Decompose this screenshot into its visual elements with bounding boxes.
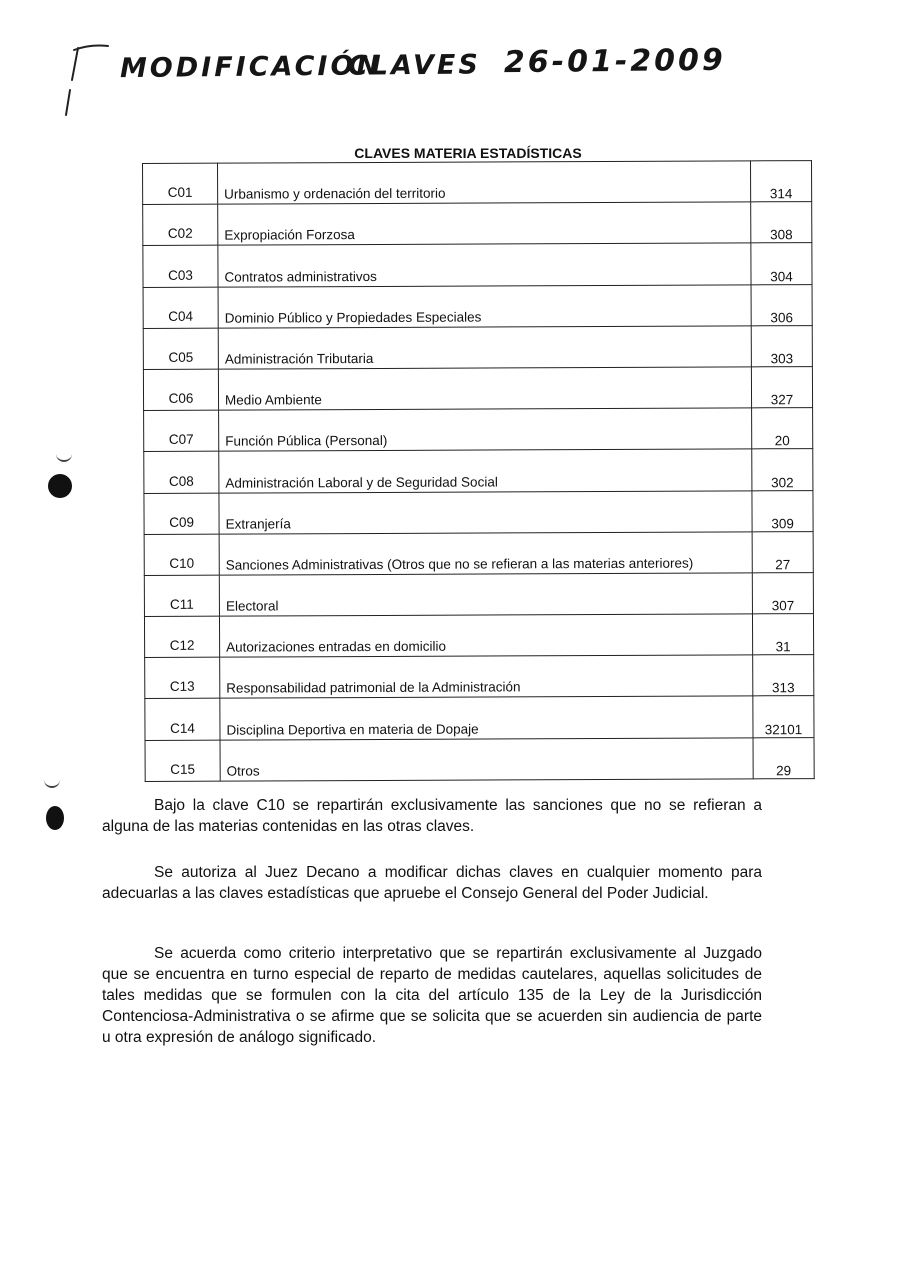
row-code: C14 xyxy=(145,699,220,741)
row-number: 327 xyxy=(751,367,812,408)
row-materia: Contratos administrativos xyxy=(218,243,751,287)
punch-hole-arc xyxy=(44,778,60,788)
row-number: 313 xyxy=(753,655,814,696)
punch-hole xyxy=(46,806,64,830)
row-code: C02 xyxy=(143,204,218,246)
row-code: C08 xyxy=(144,451,219,493)
handwritten-mark-icon xyxy=(60,40,110,120)
table-row xyxy=(143,161,812,205)
table-row xyxy=(143,243,812,287)
paragraph-criterio: Se acuerda como criterio interpretativo que se repartirán exclusivamente al Juzgado que se encuentra en turno especial de reparto de medidas cautelares, aquellas solicitudes de tales medidas que se formulen con la cita del artículo 135 de la Ley de la Jurisdicción Contenciosa-Administrativa o se afirme que se solicita que se acuerden sin audiencia de parte u otra expresión de análogo significado. xyxy=(102,945,762,1046)
row-code: C10 xyxy=(144,534,219,576)
table-row xyxy=(145,737,814,781)
table-row xyxy=(144,531,813,575)
table-row xyxy=(144,614,813,658)
row-code: C01 xyxy=(143,163,218,205)
table-row xyxy=(144,449,813,493)
table-row xyxy=(143,284,812,328)
paragraph-juez-decano: Se autoriza al Juez Decano a modificar dichas claves en cualquier momento para adecuarlas a las claves estadísticas que apruebe el Consejo General del Poder Judicial. xyxy=(102,864,762,902)
handwritten-date: 26-01-2009 xyxy=(503,42,727,81)
row-number: 27 xyxy=(752,531,813,572)
table-row xyxy=(144,408,813,452)
row-code: C06 xyxy=(143,369,218,411)
row-number: 309 xyxy=(752,490,813,531)
paragraph-c10: Bajo la clave C10 se repartirán exclusivamente las sanciones que no se refieran a alguna de las materias contenidas en las otras claves. xyxy=(102,797,762,835)
table-row xyxy=(145,655,814,699)
handwritten-claves: CLAVES xyxy=(347,49,481,82)
row-code: C04 xyxy=(143,287,218,329)
row-code: C09 xyxy=(144,493,219,535)
row-materia: Responsabilidad patrimonial de la Administración xyxy=(220,655,753,699)
row-code: C03 xyxy=(143,246,218,288)
punch-hole-arc xyxy=(56,452,72,462)
table-title: CLAVES MATERIA ESTADÍSTICAS xyxy=(354,145,582,161)
row-materia: Otros xyxy=(220,737,753,781)
table-row xyxy=(145,696,814,740)
row-materia: Expropiación Forzosa xyxy=(218,202,751,246)
table-row xyxy=(144,490,813,534)
handwritten-modificacion: MODIFICACIÓN xyxy=(119,50,383,85)
row-number: 302 xyxy=(752,449,813,490)
row-materia: Dominio Público y Propiedades Especiales xyxy=(218,284,751,328)
punch-hole xyxy=(48,474,72,498)
table-row xyxy=(143,367,812,411)
claves-table-body xyxy=(143,161,815,782)
row-materia: Administración Tributaria xyxy=(218,326,751,370)
row-materia: Función Pública (Personal) xyxy=(219,408,752,452)
row-code: C05 xyxy=(143,328,218,370)
row-code: C12 xyxy=(144,616,219,658)
row-materia: Medio Ambiente xyxy=(218,367,751,411)
row-code: C15 xyxy=(145,740,220,782)
table-row xyxy=(144,572,813,616)
row-number: 314 xyxy=(750,161,811,202)
row-number: 307 xyxy=(752,572,813,613)
row-code: C11 xyxy=(144,575,219,617)
row-number: 29 xyxy=(753,737,814,778)
row-materia: Disciplina Deportiva en materia de Dopaje xyxy=(220,696,753,740)
row-code: C13 xyxy=(145,657,220,699)
row-materia: Sanciones Administrativas (Otros que no se refieran a las materias anteriores) xyxy=(219,532,752,576)
row-materia: Autorizaciones entradas en domicilio xyxy=(219,614,752,658)
row-materia: Urbanismo y ordenación del territorio xyxy=(218,161,751,205)
row-number: 306 xyxy=(751,284,812,325)
row-materia: Extranjería xyxy=(219,490,752,534)
table-row xyxy=(143,202,812,246)
row-number: 31 xyxy=(752,614,813,655)
row-materia: Administración Laboral y de Seguridad Social xyxy=(219,449,752,493)
claves-table xyxy=(142,160,815,782)
table-row xyxy=(143,325,812,369)
handwritten-title xyxy=(119,41,727,97)
row-number: 303 xyxy=(751,325,812,366)
row-code: C07 xyxy=(144,410,219,452)
row-number: 308 xyxy=(751,202,812,243)
row-number: 32101 xyxy=(753,696,814,737)
row-materia: Electoral xyxy=(219,573,752,617)
row-number: 304 xyxy=(751,243,812,284)
row-number: 20 xyxy=(752,408,813,449)
